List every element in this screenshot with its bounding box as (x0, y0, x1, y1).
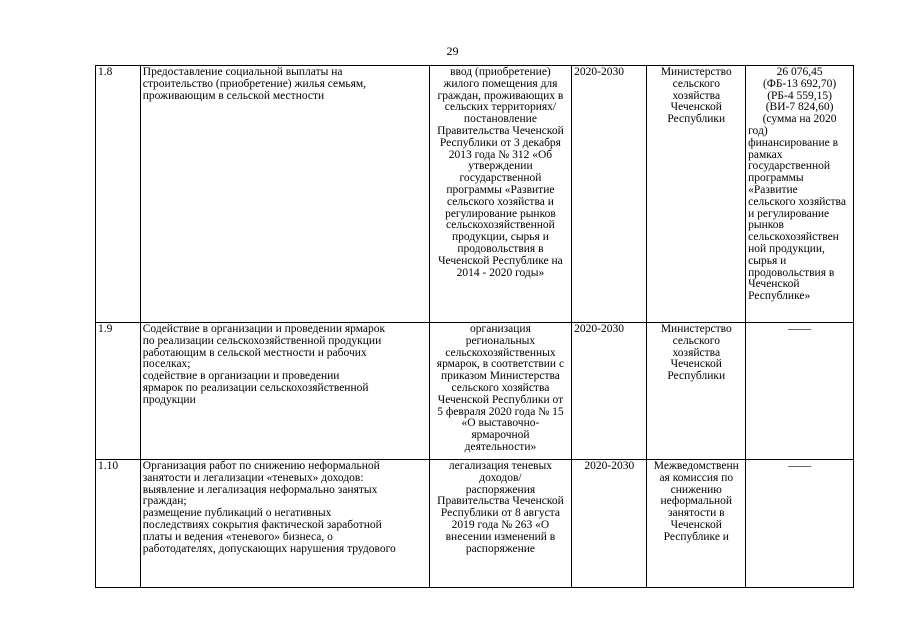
basis-line: региональных (465, 334, 536, 347)
measure-text (140, 323, 429, 460)
basis-line: ярмарочной (471, 429, 530, 442)
basis-line: сельского хозяйства и (447, 195, 554, 208)
executor-line: хозяйства (672, 89, 721, 102)
executor-line: Межведомственн (653, 460, 739, 472)
measure-line: проживающим в сельской местности (142, 89, 325, 102)
basis-line: Республики от 3 декабря (439, 136, 561, 149)
funding-line: государственной (748, 160, 831, 173)
executor-line: Чеченской (670, 358, 722, 371)
executor-line: Республике и (663, 530, 729, 543)
basis-line: продукции, сырья и (452, 231, 549, 244)
executor-line: Республики (667, 113, 726, 126)
basis-line: программы «Развитие (446, 183, 555, 196)
basis-line: Правительства Чеченской (437, 124, 564, 137)
basis-line: сельского хозяйства (451, 381, 550, 394)
executor-line: Министерство (660, 66, 732, 78)
measure-text (140, 66, 429, 323)
measure-line: Предоставление социальной выплаты на (142, 66, 343, 78)
table-row (96, 66, 854, 323)
measure-line: продукции (142, 393, 196, 406)
basis-line: Республики от 8 августа (440, 507, 560, 520)
measure-line: работающим в сельской местности и рабочих (142, 346, 367, 359)
basis-line: Чеченской Республики от (437, 393, 564, 406)
measure-line: Содействие в организации и проведении ярмарок (142, 323, 386, 335)
basis-line: легализация теневых (448, 460, 552, 472)
executor-line: Чеченской (670, 518, 722, 531)
funding-line: сельского хозяйства (748, 195, 846, 208)
funding-line: Республике» (748, 290, 811, 303)
basis-text (429, 66, 571, 323)
period: 2020-2030 (572, 323, 647, 460)
basis-line: 2013 года № 312 «Об (448, 148, 553, 161)
row-number: 1.10 (96, 460, 141, 588)
basis-line: ввод (приобретение) (450, 66, 551, 78)
period: 2020-2030 (572, 460, 647, 588)
executor-text (647, 460, 746, 588)
basis-line: сельскохозяйственных (445, 346, 556, 359)
basis-line: постановление (463, 113, 537, 126)
measure-text (140, 460, 429, 588)
executor-line: сельского (672, 77, 720, 90)
funding-line: (РБ-4 559,15) (767, 89, 832, 102)
funding-dash: —— (788, 323, 812, 335)
funding-line: сырья и (748, 254, 787, 267)
funding-dash: —— (788, 460, 812, 472)
measure-line: строительство (приобретение) жилья семьям, (142, 77, 367, 90)
basis-text (429, 460, 571, 588)
funding-text (746, 323, 854, 460)
row-number: 1.8 (96, 66, 141, 323)
row-number: 1.9 (96, 323, 141, 460)
basis-line: распоряжения (465, 483, 536, 496)
measure-line: последствиях сокрытия фактической заработной (142, 518, 382, 531)
funding-line: (сумма на 2020 (762, 113, 837, 126)
funding-line: сельскохозяйствен (748, 231, 839, 244)
measure-line: поселках; (142, 358, 191, 371)
basis-line: Правительства Чеченской (437, 495, 564, 508)
basis-line: «О выставочно- (461, 417, 540, 430)
table-row (96, 460, 854, 588)
funding-line: Чеченской (748, 278, 800, 291)
executor-line: неформальной (660, 495, 733, 508)
executor-line: Министерство (660, 323, 732, 335)
funding-line: год) (748, 124, 768, 137)
executor-line: ая комиссия по (659, 471, 734, 484)
funding-text (746, 66, 854, 323)
basis-line: жилого помещения для (443, 77, 558, 90)
funding-line: 26 076,45 (776, 66, 823, 78)
executor-line: занятости в (667, 507, 725, 520)
executor-line: хозяйства (672, 346, 721, 359)
basis-line: 2014 - 2020 годы» (456, 266, 545, 279)
basis-line: внесении изменений в (445, 530, 556, 543)
measure-line: по реализации сельскохозяйственной продукции (142, 334, 382, 347)
measure-line: работодателях, допускающих нарушения трудового (142, 542, 396, 555)
basis-line: приказом Министерства (440, 370, 560, 383)
funding-line: рынков (748, 219, 784, 232)
table-row (96, 323, 854, 460)
funding-line: программы (748, 172, 804, 185)
executor-line: Республики (667, 370, 726, 383)
basis-line: ярмарок, в соответствии с (436, 358, 565, 371)
basis-line: сельских территориях/ (444, 101, 557, 114)
basis-line: продовольствия в (457, 242, 544, 255)
funding-line: продовольствия в (748, 266, 835, 279)
basis-line: распоряжение (465, 542, 536, 555)
funding-line: и регулирование (748, 207, 830, 220)
basis-line: 2019 года № 263 «О (451, 518, 550, 531)
measure-line: занятости и легализации «теневых» доходов: (142, 471, 364, 484)
basis-line: 5 февраля 2020 года № 15 (437, 405, 564, 418)
basis-line: деятельности» (464, 440, 537, 453)
measure-line: ярмарок по реализации сельскохозяйственной (142, 381, 369, 394)
basis-line: Чеченской Республике на (438, 254, 563, 267)
period: 2020-2030 (572, 66, 647, 323)
funding-line: (ФБ-13 692,70) (762, 77, 837, 90)
basis-line: сельскохозяйственной (446, 219, 555, 232)
funding-line: рамках (748, 148, 783, 161)
executor-text (647, 323, 746, 460)
funding-line: финансирование в (748, 136, 839, 149)
page-number: 29 (446, 44, 459, 58)
measure-line: размещение публикаций о негативных (142, 507, 332, 520)
basis-text (429, 323, 571, 460)
executor-line: Чеченской (670, 101, 722, 114)
executor-line: снижению (670, 483, 722, 496)
funding-text (746, 460, 854, 588)
basis-line: государственной (459, 172, 542, 185)
measure-line: содействие в организации и проведении (142, 370, 340, 383)
basis-line: доходов/ (479, 471, 522, 484)
funding-line: «Развитие (748, 183, 798, 196)
measures-table (95, 65, 854, 588)
basis-line: утверждении (468, 160, 533, 173)
measure-line: граждан; (142, 495, 187, 508)
funding-line: ной продукции, (748, 242, 825, 255)
measure-line: платы и ведения «теневого» бизнеса, о (142, 530, 333, 543)
measure-line: Организация работ по снижению неформальной (142, 460, 380, 472)
basis-line: граждан, проживающих в (437, 89, 564, 102)
funding-line: (ВИ-7 824,60) (765, 101, 834, 114)
executor-line: сельского (672, 334, 720, 347)
basis-line: организация (470, 323, 531, 335)
measure-line: выявление и легализация неформально занятых (142, 483, 378, 496)
basis-line: регулирование рынков (445, 207, 556, 220)
executor-text (647, 66, 746, 323)
